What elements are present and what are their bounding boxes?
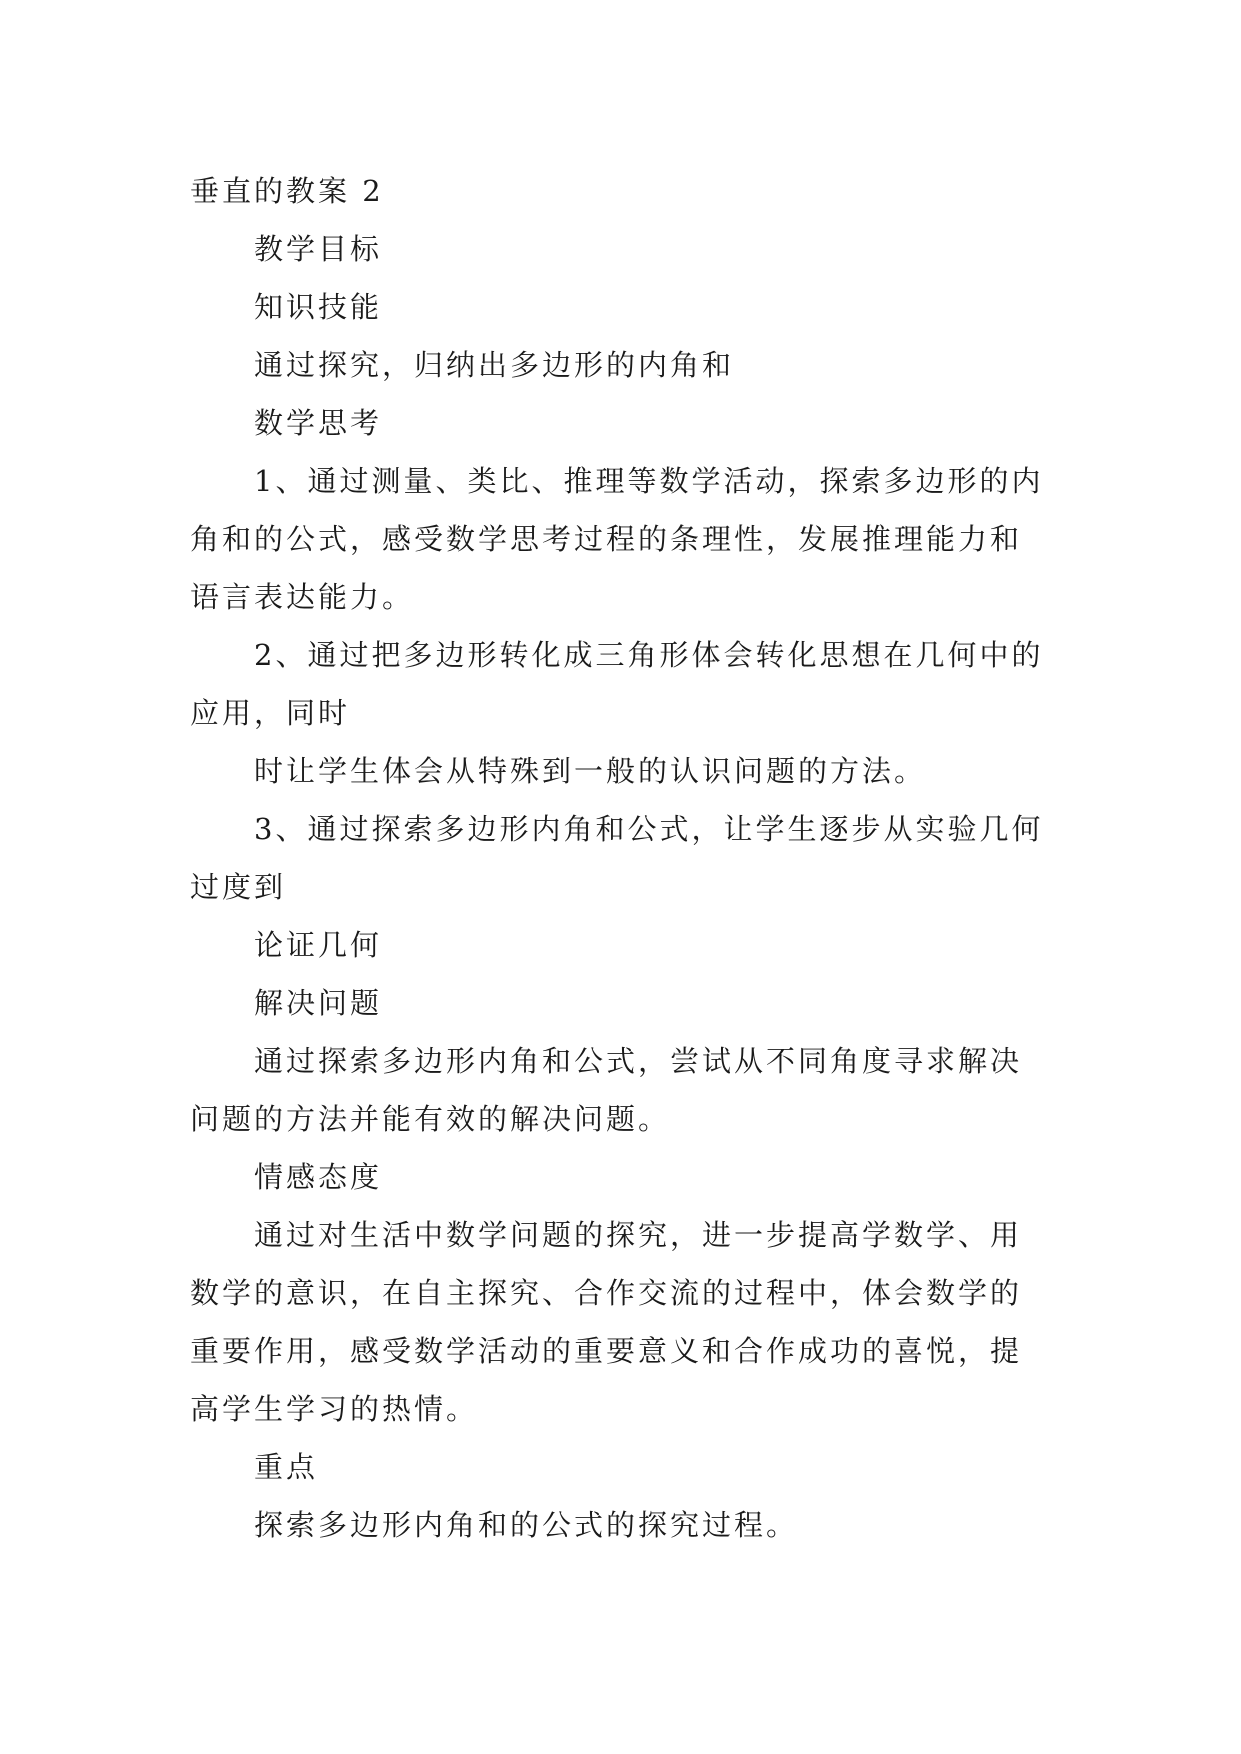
section-heading-problem-solving: 解决问题 bbox=[254, 986, 383, 1020]
paragraph: 通过对生活中数学问题的探究，进一步提高学数学、用数学的意识，在自主探究、合作交流的过程中，体会数学的重要作用，感受数学活动的重要意义和合作成功的喜悦，提高学生学习的热情。 bbox=[190, 1218, 1023, 1426]
paragraph: 2、通过把多边形转化成三角形体会转化思想在几何中的应用，同时 bbox=[190, 638, 1044, 730]
section-heading-teaching-goals: 教学目标 bbox=[254, 232, 383, 266]
document-body bbox=[190, 162, 1050, 1554]
paragraph: 论证几何 bbox=[254, 928, 383, 962]
section-heading-knowledge-skills: 知识技能 bbox=[254, 290, 383, 324]
paragraph: 1、通过测量、类比、推理等数学活动，探索多边形的内角和的公式，感受数学思考过程的条理性，发展推理能力和语言表达能力。 bbox=[190, 464, 1044, 614]
section-heading-key-points: 重点 bbox=[254, 1450, 319, 1484]
paragraph: 探索多边形内角和的公式的探究过程。 bbox=[254, 1508, 799, 1542]
paragraph: 时让学生体会从特殊到一般的认识问题的方法。 bbox=[254, 754, 927, 788]
document-title: 垂直的教案 2 bbox=[190, 174, 384, 208]
paragraph: 3、通过探索多边形内角和公式，让学生逐步从实验几何过度到 bbox=[190, 812, 1044, 904]
paragraph: 通过探究，归纳出多边形的内角和 bbox=[254, 348, 735, 382]
section-heading-math-thinking: 数学思考 bbox=[254, 406, 383, 440]
section-heading-emotional-attitude: 情感态度 bbox=[254, 1160, 383, 1194]
paragraph: 通过探索多边形内角和公式，尝试从不同角度寻求解决问题的方法并能有效的解决问题。 bbox=[190, 1044, 1023, 1136]
